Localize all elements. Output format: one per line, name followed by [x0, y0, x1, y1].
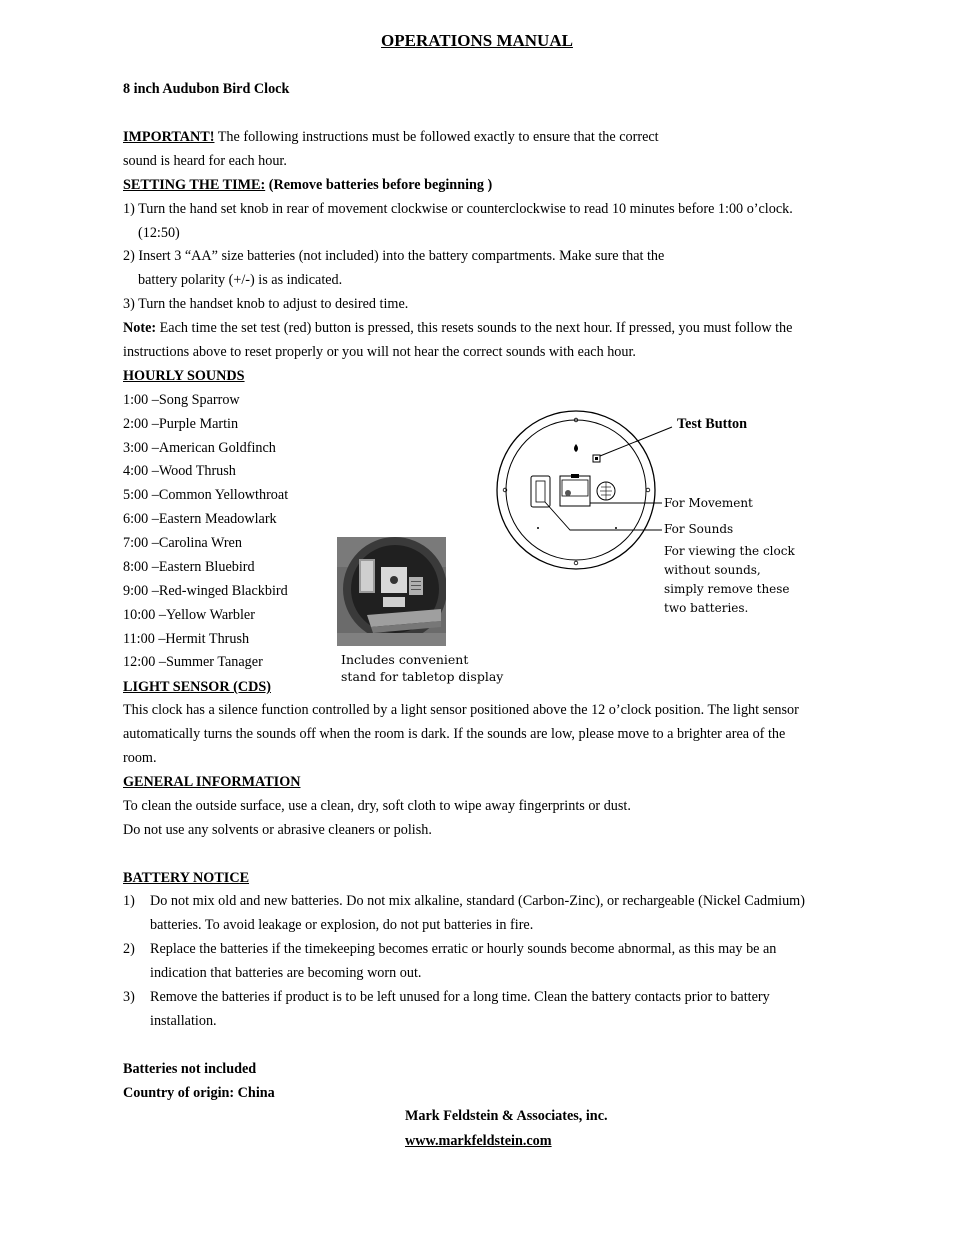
setting-step-2: 2) Insert 3 “AA” size batteries (not included) into the battery compartments. Make sure that the	[123, 248, 665, 264]
important-text-cont: sound is heard for each hour.	[123, 153, 287, 169]
list-item: 12:00 –Summer Tanager	[123, 654, 263, 670]
list-item: 1:00 –Song Sparrow	[123, 392, 240, 408]
hourly-sounds-heading: HOURLY SOUNDS	[123, 368, 245, 384]
list-item: 4:00 –Wood Thrush	[123, 463, 236, 479]
for-movement-label: For Movement	[664, 496, 753, 510]
country-of-origin: Country of origin: China	[123, 1085, 275, 1101]
photo-caption-line2: stand for tabletop display	[341, 669, 504, 684]
diagram-note-line2: without sounds,	[664, 563, 761, 577]
light-sensor-heading: LIGHT SENSOR (CDS)	[123, 679, 271, 695]
general-info-line2: Do not use any solvents or abrasive cleaners or polish.	[123, 822, 432, 838]
test-button-label: Test Button	[677, 416, 748, 432]
list-item: 9:00 –Red-winged Blackbird	[123, 583, 288, 599]
diagram-note-line1: For viewing the clock	[664, 544, 795, 558]
note-text: Each time the set test (red) button is pressed, this resets sounds to the next hour. If pressed, you must follow the	[156, 320, 793, 336]
important-text: The following instructions must be followed exactly to ensure that the correct	[214, 129, 659, 145]
important-paragraph	[123, 128, 659, 146]
light-sensor-line3: room.	[123, 750, 157, 766]
for-sounds-label: For Sounds	[664, 522, 734, 536]
clock-back-diagram	[494, 410, 674, 577]
battery-item-text-cont: batteries. To avoid leakage or explosion, do not put batteries in fire.	[150, 917, 534, 933]
diagram-note-line3: simply remove these	[664, 582, 790, 596]
product-name: 8 inch Audubon Bird Clock	[123, 81, 290, 97]
setting-time-heading-line	[123, 176, 492, 194]
list-item: 8:00 –Eastern Bluebird	[123, 559, 255, 575]
photo-caption-line1: Includes convenient	[341, 652, 469, 667]
battery-item-text-cont: indication that batteries are becoming worn out.	[150, 965, 422, 981]
list-item: 3:00 –American Goldfinch	[123, 440, 276, 456]
battery-item-number: 2)	[123, 941, 135, 957]
battery-item-text: Do not mix old and new batteries. Do not mix alkaline, standard (Carbon-Zinc), or rechargeable (Nickel Cadmium)	[150, 893, 805, 909]
list-item: 10:00 –Yellow Warbler	[123, 607, 255, 623]
setting-step-1-cont: (12:50)	[138, 225, 180, 241]
setting-time-subheading: (Remove batteries before beginning )	[265, 177, 493, 193]
general-info-heading: GENERAL INFORMATION	[123, 774, 301, 790]
battery-item-text-cont: installation.	[150, 1013, 217, 1029]
clock-back-diagram-drawing	[494, 410, 674, 572]
battery-item-text: Remove the batteries if product is to be left unused for a long time. Clean the battery contacts prior to battery	[150, 989, 770, 1005]
battery-notice-heading: BATTERY NOTICE	[123, 870, 250, 886]
list-item: 11:00 –Hermit Thrush	[123, 631, 250, 647]
note-paragraph	[123, 319, 792, 337]
setting-step-3: 3) Turn the handset knob to adjust to desired time.	[123, 296, 409, 312]
setting-step-2-cont: battery polarity (+/-) is as indicated.	[138, 272, 343, 288]
page-title: OPERATIONS MANUAL	[381, 31, 573, 50]
battery-item-number: 3)	[123, 989, 135, 1005]
note-text-cont: instructions above to reset properly or you will not hear the correct sounds with each hour.	[123, 344, 636, 360]
battery-item-text: Replace the batteries if the timekeeping becomes erratic or hourly sounds become abnormal, as this may be an	[150, 941, 777, 957]
clock-back-photo-drawing	[337, 537, 446, 646]
light-sensor-line1: This clock has a silence function controlled by a light sensor positioned above the 12 o’clock position. The light sensor	[123, 702, 799, 718]
light-sensor-line2: automatically turns the sounds off when the room is dark. If the sounds are low, please move to a brighter area of the	[123, 726, 786, 742]
diagram-note-line4: two batteries.	[664, 601, 749, 615]
setting-step-1: 1) Turn the hand set knob in rear of movement clockwise or counterclockwise to read 10 minutes before 1:00 o’clock.	[123, 201, 793, 217]
list-item: 5:00 –Common Yellowthroat	[123, 487, 289, 503]
batteries-not-included: Batteries not included	[123, 1061, 257, 1077]
list-item: 6:00 –Eastern Meadowlark	[123, 511, 277, 527]
website-link[interactable]: www.markfeldstein.com	[405, 1133, 552, 1149]
company-name: Mark Feldstein & Associates, inc.	[405, 1108, 608, 1124]
note-label: Note:	[123, 320, 157, 336]
list-item: 2:00 –Purple Martin	[123, 416, 239, 432]
clock-back-photo	[337, 537, 446, 646]
setting-time-heading: SETTING THE TIME:	[123, 177, 266, 193]
list-item: 7:00 –Carolina Wren	[123, 535, 242, 551]
battery-item-number: 1)	[123, 893, 135, 909]
important-label: IMPORTANT!	[123, 129, 215, 145]
general-info-line1: To clean the outside surface, use a clean, dry, soft cloth to wipe away fingerprints or dust.	[123, 798, 631, 814]
